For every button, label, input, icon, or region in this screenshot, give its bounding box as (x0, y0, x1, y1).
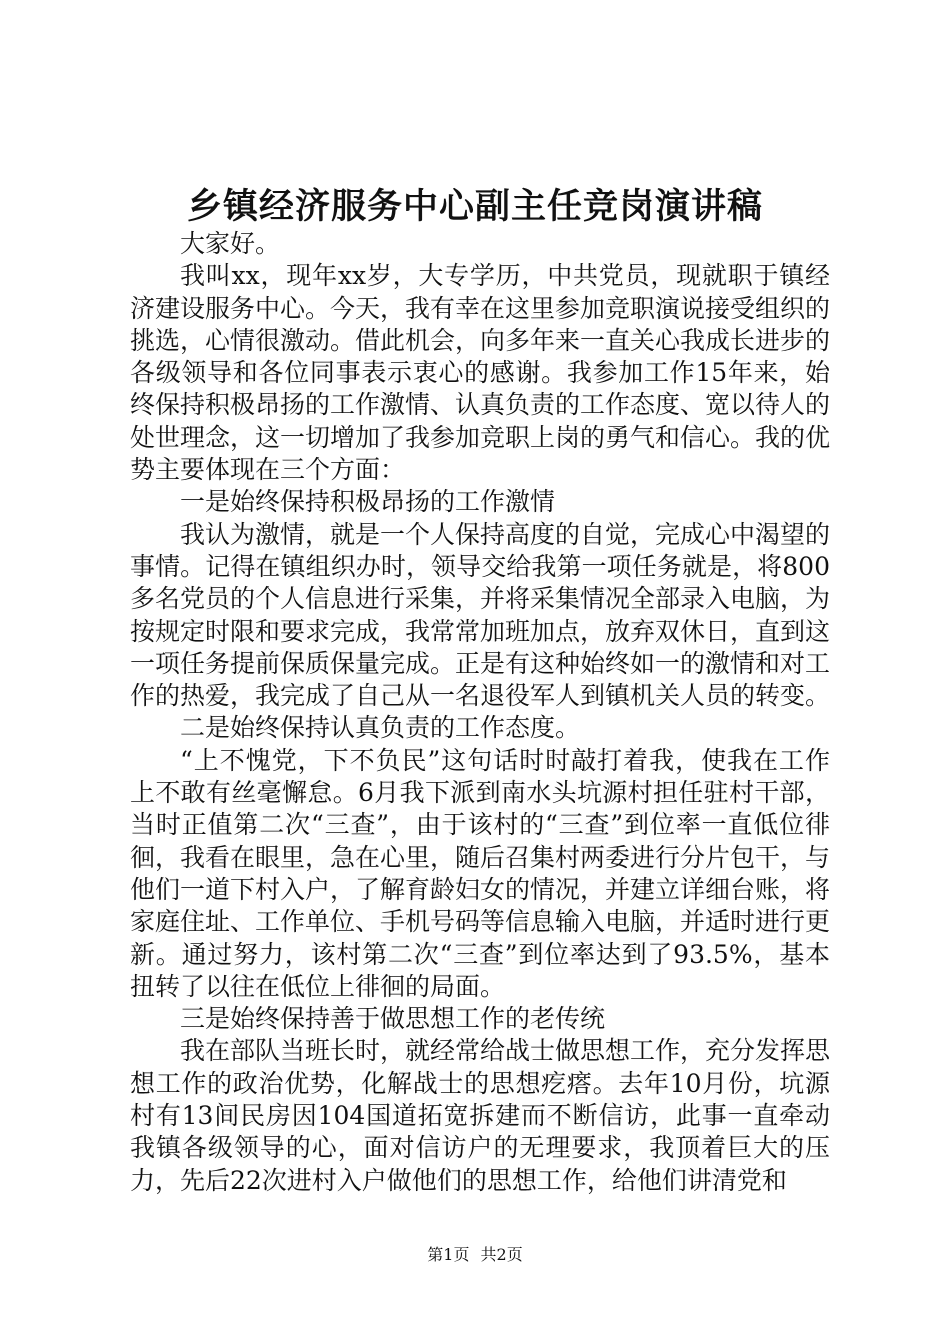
document-title: 乡镇经济服务中心副主任竞岗演讲稿 (186, 186, 763, 227)
paragraph-section-1: 我认为激情，就是一个人保持高度的自觉，完成心中渴望的事情。记得在镇组织办时，领导交给我第一项任务就是，将800多名党员的个人信息进行采集，并将采集情况全部录入电脑，为按规定时限和要求完成，我常常加班加点，放弃双休日，直到这一项任务提前保质保量完成。正是有这种始终如一的激情和对工作的热爱，我完成了自己从一名退役军人到镇机关人员的转变。 (130, 519, 831, 711)
paragraph-section-3: 我在部队当班长时，就经常给战士做思想工作，充分发挥思想工作的政治优势，化解战士的思想疙瘩。去年10月份，坑源村有13间民房因104国道拓宽拆建而不断信访，此事一直牵动我镇各级领导的心，面对信访户的无理要求，我顶着巨大的压力，先后22次进村入户做他们的思想工作，给他们讲清党和 (130, 1036, 831, 1195)
page-footer (0, 1244, 950, 1266)
paragraph-introduction: 我叫xx，现年xx岁，大专学历，中共党员，现就职于镇经济建设服务中心。今天，我有幸在这里参加竞职演说接受组织的挑选，心情很激动。借此机会，向多年来一直关心我成长进步的各级领导和各位同事表示衷心的感谢。我参加工作15年来，始终保持积极昂扬的工作激情、认真负责的工作态度、宽以待人的处世理念，这一切增加了我参加竞职上岗的勇气和信心。我的优势主要体现在三个方面： (130, 261, 831, 485)
section-heading-2: 二是始终保持认真负责的工作态度。 (180, 713, 581, 743)
page-total: 共2页 (480, 1245, 523, 1264)
paragraph-section-2: “上不愧党，下不负民”这句话时时敲打着我，使我在工作上不敢有丝毫懈怠。6月我下派到南水头坑源村担任驻村干部，当时正值第二次“三查”，由于该村的“三查”到位率一直低位徘徊，我看在眼里，急在心里，随后召集村两委进行分片包干，与他们一道下村入户，了解育龄妇女的情况，并建立详细台账，将家庭住址、工作单位、手机号码等信息输入电脑，并适时进行更新。通过努力，该村第二次“三查”到位率达到了93.5%，基本扭转了以往在低位上徘徊的局面。 (130, 745, 831, 1001)
paragraph-greeting: 大家好。 (180, 229, 281, 258)
page-number: 第1页 (427, 1245, 470, 1264)
section-heading-3: 三是始终保持善于做思想工作的老传统 (180, 1004, 606, 1034)
section-heading-1: 一是始终保持积极昂扬的工作激情 (180, 487, 556, 517)
document-body (130, 228, 830, 1197)
